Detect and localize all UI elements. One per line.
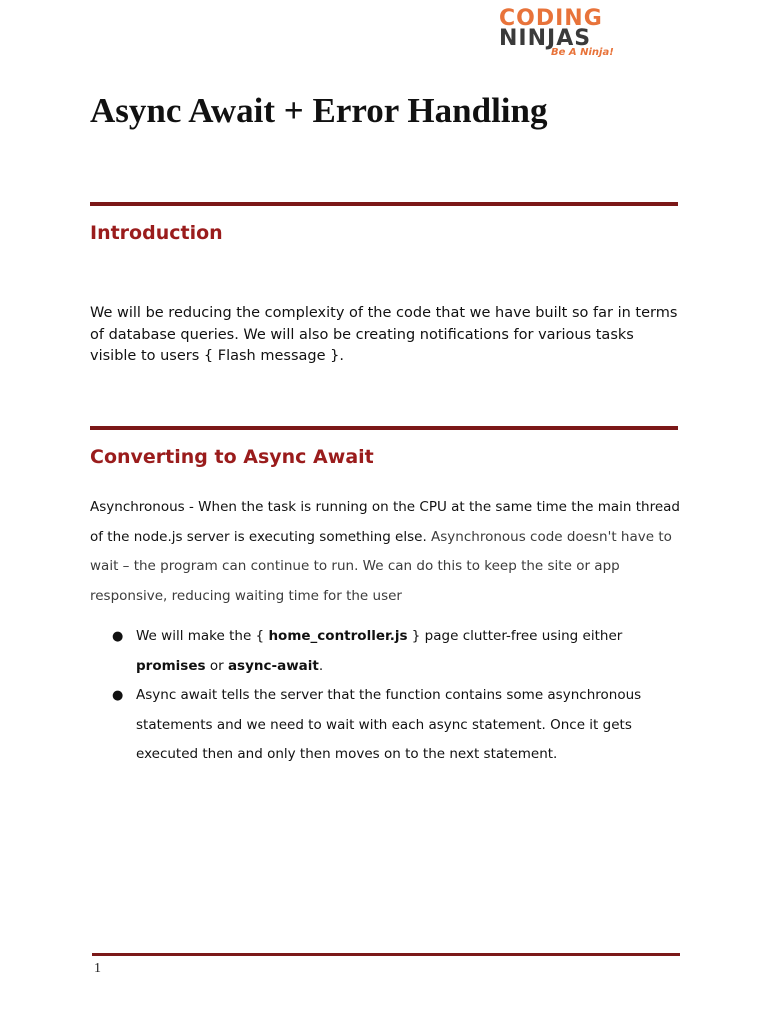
bullet-text: or	[205, 657, 228, 674]
section-heading-introduction: Introduction	[90, 222, 223, 244]
bullet-text: Async await tells the server that the function contains some asynchronous statements and we need to wait with each async statement. Once it gets executed then and only then moves on to the next statement.	[136, 687, 642, 762]
section-divider	[90, 202, 678, 206]
bullet-bold-filename: home_controller.js	[268, 628, 408, 644]
async-definition: Asynchronous - When the task is running on the CPU at the same time the main thread of the node.js server is executing something else.	[90, 499, 680, 545]
logo-tagline: Be A Ninja!	[551, 47, 614, 58]
async-explanation: Asynchronous code doesn't have to wait – the program can continue to run. We can do this to keep the site or app responsive, reducing waiting time for the user	[90, 528, 672, 604]
introduction-paragraph: We will be reducing the complexity of the code that we have built so far in terms of database queries. We will also be creating notifications for various tasks visible to users { Flash message }.	[90, 305, 678, 364]
footer-divider	[92, 953, 680, 956]
page-number: 1	[94, 961, 101, 976]
list-item	[112, 622, 680, 681]
brand-logo	[499, 8, 615, 60]
logo-bottom-text: NINJAS	[499, 26, 592, 51]
bullet-icon: ●	[112, 688, 124, 703]
bullet-icon: ●	[112, 629, 124, 644]
section-heading-async-await: Converting to Async Await	[90, 446, 374, 468]
bullet-text: .	[318, 657, 324, 674]
bullet-list	[112, 622, 680, 770]
bullet-bold-promises: promises	[136, 657, 206, 674]
bullet-text: We will make the {	[136, 628, 269, 644]
bullet-text: } page clutter-free using either	[407, 628, 623, 644]
list-item	[112, 681, 680, 770]
section-divider	[90, 426, 678, 430]
document-title: Async Await + Error Handling	[90, 91, 548, 130]
bullet-bold-async-await: async-await	[227, 657, 319, 674]
logo-top-text: CODING	[499, 6, 603, 31]
async-paragraph	[90, 493, 680, 611]
